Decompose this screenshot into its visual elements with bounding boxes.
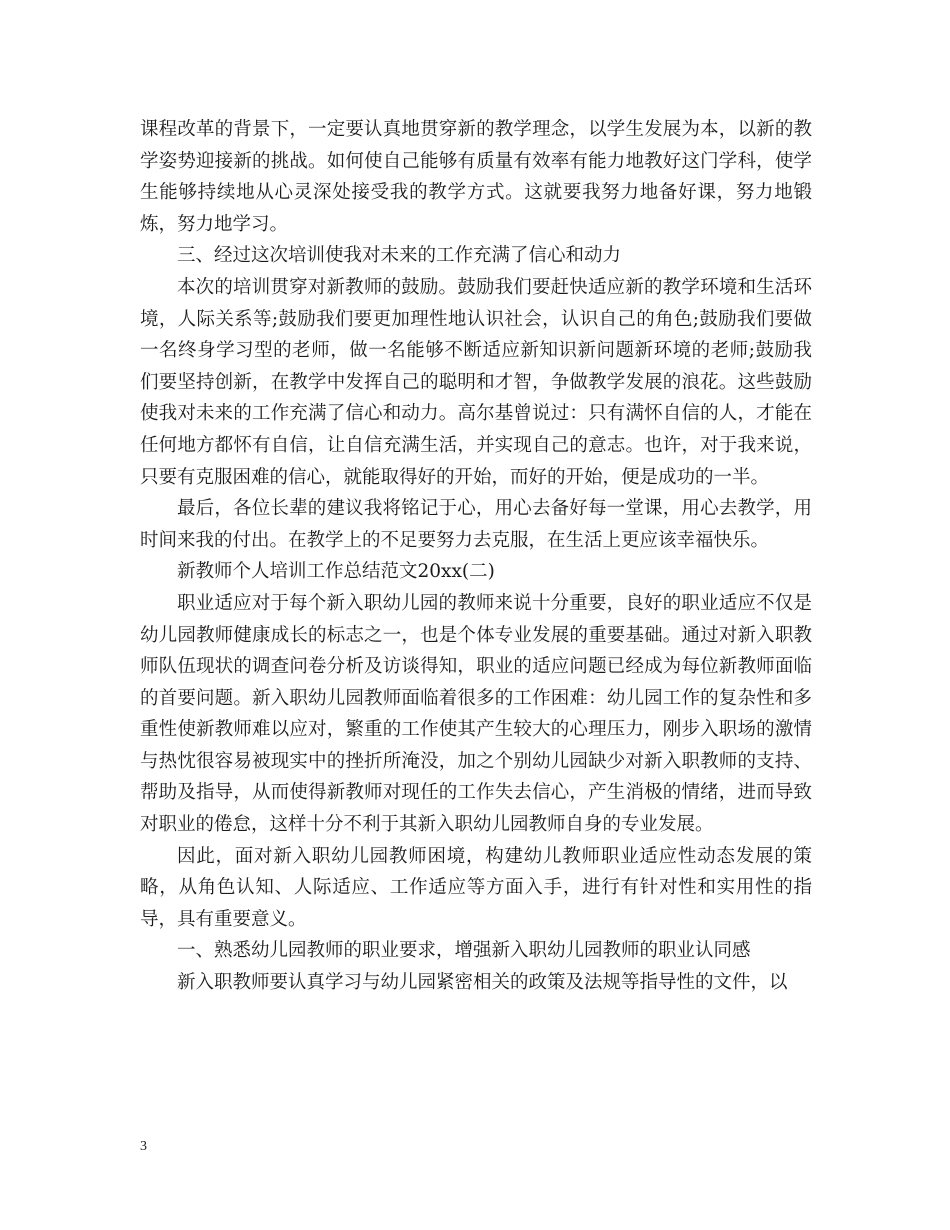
paragraph-1: 课程改革的背景下，一定要认真地贯穿新的教学理念，以学生发展为本，以新的教学姿势迎接新的挑战。如何使自己能够有质量有效率有能力地教好这门学科，使学生能够持续地从心灵深处接受我的教学方式。这就要我努力地备好课，努力地锻炼，努力地学习。 bbox=[140, 119, 812, 235]
paragraph-3: 最后，各位长辈的建议我将铭记于心，用心去备好每一堂课，用心去教学，用时间来我的付出。在教学上的不足要努力去克服，在生活上更应该幸福快乐。 bbox=[140, 498, 812, 551]
section-heading-3: 三、经过这次培训使我对未来的工作充满了信心和动力 bbox=[177, 245, 622, 267]
section-heading-1: 一、熟悉幼儿园教师的职业要求，增强新入职幼儿园教师的职业认同感 bbox=[177, 940, 751, 962]
paragraph-4: 职业适应对于每个新入职幼儿园的教师来说十分重要，良好的职业适应不仅是幼儿园教师健康成长的标志之一，也是个体专业发展的重要基础。通过对新入职教师队伍现状的调查问卷分析及访谈得知，职业的适应问题已经成为每位新教师面临的首要问题。新入职幼儿园教师面临着很多的工作困难：幼儿园工作的复杂性和多重性使新教师难以应对，繁重的工作使其产生较大的心理压力，刚步入职场的激情与热忱很容易被现实中的挫折所淹没，加之个别幼儿园缺少对新入职教师的支持、帮助及指导，从而使得新教师对现任的工作失去信心，产生消极的情绪，进而导致对职业的倦怠，这样十分不利于其新入职幼儿园教师自身的专业发展。 bbox=[140, 592, 812, 836]
paragraph-6: 新入职教师要认真学习与幼儿园紧密相关的政策及法规等指导性的文件，以 bbox=[177, 972, 788, 994]
document-body bbox=[140, 114, 812, 999]
paragraph-2: 本次的培训贯穿对新教师的鼓励。鼓励我们要赶快适应新的教学环境和生活环境，人际关系等;鼓励我们要更加理性地认识社会，认识自己的角色;鼓励我们要做一名终身学习型的老师，做一名能够不断适应新知识新问题新环境的老师;鼓励我们要坚持创新，在教学中发挥自己的聪明和才智，争做教学发展的浪花。这些鼓励使我对未来的工作充满了信心和动力。高尔基曾说过：只有满怀自信的人，才能在任何地方都怀有自信，让自信充满生活，并实现自己的意志。也许，对于我来说，只要有克服困难的信心，就能取得好的开始，而好的开始，便是成功的一半。 bbox=[140, 276, 812, 488]
page-number: 3 bbox=[140, 1139, 147, 1154]
article-title: 新教师个人培训工作总结范文20xx(二) bbox=[177, 561, 495, 583]
paragraph-5: 因此，面对新入职幼儿园教师困境，构建幼儿教师职业适应性动态发展的策略，从角色认知、人际适应、工作适应等方面入手，进行有针对性和实用性的指导，具有重要意义。 bbox=[140, 845, 812, 930]
